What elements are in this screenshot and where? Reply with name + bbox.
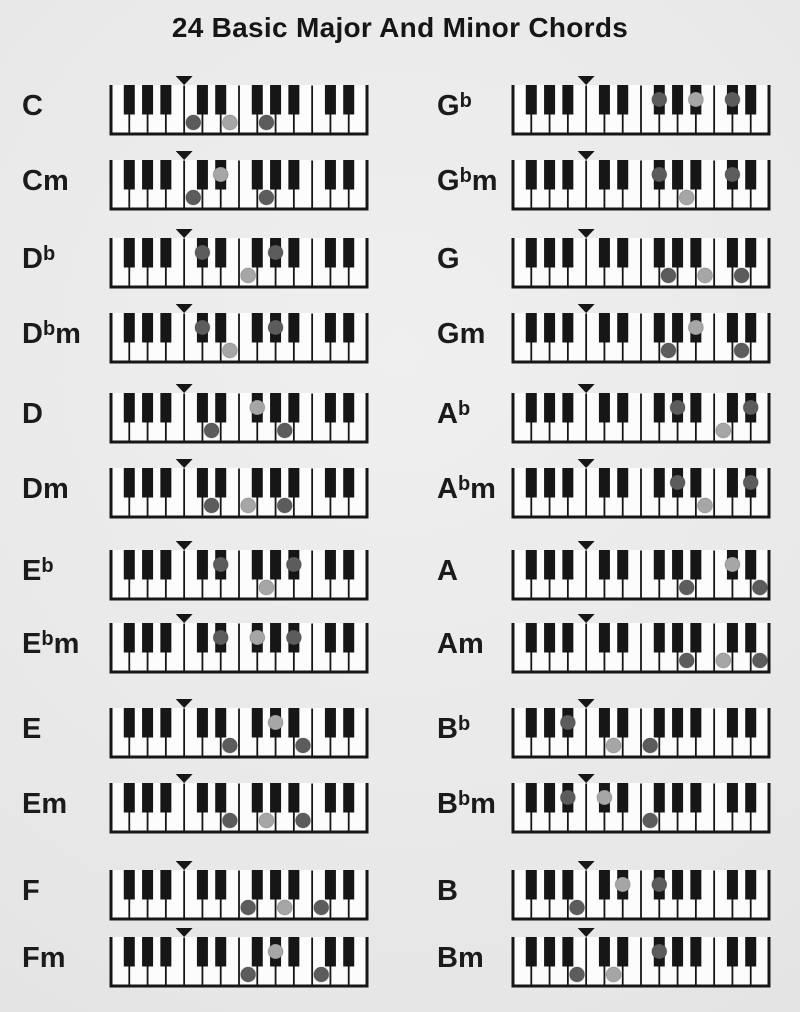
minor-suffix: m (42, 473, 69, 505)
note-dot-third (606, 967, 621, 982)
black-key (599, 870, 610, 900)
chord-row-gm (0, 303, 800, 365)
black-key (617, 468, 628, 498)
black-key (690, 708, 701, 738)
chord-row-g (0, 228, 800, 290)
black-key (672, 623, 683, 653)
black-key (672, 870, 683, 900)
minor-suffix: m (39, 942, 66, 974)
black-key (544, 708, 555, 738)
chord-label (437, 162, 498, 200)
note-dot-fifth (643, 813, 658, 828)
black-key (544, 393, 555, 423)
keyboard-abm (511, 458, 771, 520)
black-key (544, 783, 555, 813)
black-key (617, 708, 628, 738)
black-key (672, 313, 683, 343)
black-key (745, 870, 756, 900)
black-key (690, 238, 701, 268)
middle-c-marker-icon (578, 614, 595, 623)
minor-suffix: m (457, 942, 484, 974)
flat-accidental: b (459, 90, 472, 112)
black-key (544, 623, 555, 653)
chord-label (437, 395, 470, 433)
black-key (745, 313, 756, 343)
black-key (617, 160, 628, 190)
minor-suffix: m (41, 788, 68, 820)
minor-suffix: m (471, 165, 498, 197)
note-dot-root (570, 967, 585, 982)
chord-letter: E (22, 555, 42, 587)
black-key (617, 313, 628, 343)
middle-c-marker-icon (578, 151, 595, 160)
black-key (599, 313, 610, 343)
black-key (690, 937, 701, 967)
black-key (654, 313, 665, 343)
chord-row-gbm (0, 150, 800, 212)
flat-accidental: b (41, 628, 54, 650)
note-dot-third (716, 423, 731, 438)
note-dot-root (652, 167, 667, 182)
chord-letter: D (22, 473, 43, 505)
black-key (562, 550, 573, 580)
chord-letter: A (437, 628, 458, 660)
black-key (745, 708, 756, 738)
chord-row-bm (0, 927, 800, 989)
chord-letter: E (22, 713, 42, 745)
black-key (526, 550, 537, 580)
black-key (745, 238, 756, 268)
note-dot-fifth (652, 944, 667, 959)
black-key (745, 623, 756, 653)
middle-c-marker-icon (578, 459, 595, 468)
keyboard-bb (511, 698, 771, 760)
black-key (599, 238, 610, 268)
chord-letter: D (22, 318, 43, 350)
page-title: 24 Basic Major And Minor Chords (171, 12, 629, 43)
chord-label (437, 470, 496, 508)
note-dot-third (606, 738, 621, 753)
black-key (727, 238, 738, 268)
chord-row-gb (0, 75, 800, 137)
black-key (599, 708, 610, 738)
note-dot-third (716, 653, 731, 668)
black-key (526, 937, 537, 967)
black-key (617, 550, 628, 580)
note-dot-root (652, 92, 667, 107)
black-key (544, 468, 555, 498)
note-dot-root (661, 343, 676, 358)
note-dot-root (661, 268, 676, 283)
black-key (690, 870, 701, 900)
black-key (672, 550, 683, 580)
note-dot-root (670, 400, 685, 415)
chord-row-b (0, 860, 800, 922)
black-key (654, 783, 665, 813)
black-key (599, 393, 610, 423)
black-key (690, 783, 701, 813)
chord-letter: B (437, 875, 458, 907)
black-key (544, 85, 555, 115)
black-key (672, 783, 683, 813)
keyboard-gbm (511, 150, 771, 212)
flat-accidental: b (457, 473, 471, 495)
black-key (526, 870, 537, 900)
keyboard-bm (511, 927, 771, 989)
minor-suffix: m (42, 165, 69, 197)
note-dot-third (698, 498, 713, 513)
black-key (562, 160, 573, 190)
black-key (544, 238, 555, 268)
note-dot-fifth (725, 167, 740, 182)
middle-c-marker-icon (578, 304, 595, 313)
black-key (727, 937, 738, 967)
black-key (562, 870, 573, 900)
chord-row-ab (0, 383, 800, 445)
keyboard-gm (511, 303, 771, 365)
black-key (526, 708, 537, 738)
black-key (599, 160, 610, 190)
middle-c-marker-icon (578, 699, 595, 708)
black-key (562, 623, 573, 653)
note-dot-root (570, 900, 585, 915)
black-key (672, 937, 683, 967)
note-dot-fifth (652, 877, 667, 892)
black-key (526, 238, 537, 268)
black-key (690, 393, 701, 423)
flat-accidental: b (457, 788, 471, 810)
chord-letter: D (22, 243, 43, 275)
black-key (526, 468, 537, 498)
note-dot-fifth (743, 400, 758, 415)
chord-letter: C (22, 90, 43, 122)
black-key (745, 783, 756, 813)
note-dot-third (679, 190, 694, 205)
black-key (654, 238, 665, 268)
middle-c-marker-icon (578, 384, 595, 393)
chord-row-bb (0, 698, 800, 760)
black-key (654, 708, 665, 738)
black-key (562, 313, 573, 343)
black-key (617, 937, 628, 967)
black-key (562, 238, 573, 268)
flat-accidental: b (457, 398, 471, 420)
chord-label (437, 710, 470, 748)
flat-accidental: b (42, 318, 56, 340)
black-key (745, 160, 756, 190)
black-key (599, 550, 610, 580)
black-key (727, 870, 738, 900)
black-key (617, 783, 628, 813)
note-dot-root (560, 790, 575, 805)
minor-suffix: m (470, 473, 496, 505)
middle-c-marker-icon (578, 229, 595, 238)
black-key (654, 550, 665, 580)
chord-label (437, 625, 484, 663)
chord-letter: B (437, 713, 458, 745)
note-dot-fifth (752, 653, 767, 668)
chord-label (437, 87, 472, 125)
chord-label (437, 240, 460, 278)
black-key (562, 393, 573, 423)
chord-label (437, 552, 458, 590)
note-dot-third (698, 268, 713, 283)
keyboard-am (511, 613, 771, 675)
black-key (727, 468, 738, 498)
chord-letter: G (437, 243, 460, 275)
note-dot-root (670, 475, 685, 490)
chord-letter: B (437, 942, 458, 974)
flat-accidental: b (457, 713, 471, 735)
black-key (672, 238, 683, 268)
note-dot-third (597, 790, 612, 805)
flat-accidental: b (42, 243, 56, 265)
black-key (617, 393, 628, 423)
note-dot-root (560, 715, 575, 730)
black-key (727, 708, 738, 738)
black-key (562, 937, 573, 967)
note-dot-fifth (734, 343, 749, 358)
black-key (690, 160, 701, 190)
note-dot-fifth (643, 738, 658, 753)
black-key (690, 468, 701, 498)
keyboard-bbm (511, 773, 771, 835)
chord-letter: G (437, 90, 460, 122)
minor-suffix: m (55, 318, 81, 350)
chord-letter: F (22, 875, 40, 907)
black-key (544, 313, 555, 343)
chord-row-abm (0, 458, 800, 520)
black-key (562, 85, 573, 115)
keyboard-ab (511, 383, 771, 445)
black-key (727, 393, 738, 423)
black-key (562, 468, 573, 498)
black-key (654, 393, 665, 423)
black-key (690, 623, 701, 653)
black-key (526, 623, 537, 653)
note-dot-third (615, 877, 630, 892)
chord-label (437, 785, 496, 823)
black-key (672, 708, 683, 738)
flat-accidental: b (41, 555, 54, 577)
black-key (599, 937, 610, 967)
black-key (599, 468, 610, 498)
middle-c-marker-icon (578, 76, 595, 85)
black-key (745, 550, 756, 580)
chord-label (437, 872, 458, 910)
chord-row-bbm (0, 773, 800, 835)
black-key (526, 393, 537, 423)
black-key (544, 870, 555, 900)
chord-letter: E (22, 788, 42, 820)
note-dot-fifth (725, 92, 740, 107)
black-key (599, 623, 610, 653)
black-key (544, 550, 555, 580)
keyboard-a (511, 540, 771, 602)
chord-letter: A (437, 555, 458, 587)
black-key (727, 313, 738, 343)
black-key (727, 623, 738, 653)
black-key (617, 623, 628, 653)
note-dot-fifth (743, 475, 758, 490)
black-key (654, 623, 665, 653)
flat-accidental: b (459, 165, 472, 187)
black-key (599, 85, 610, 115)
chord-label (437, 939, 484, 977)
chord-letter: A (437, 398, 458, 430)
black-key (672, 160, 683, 190)
note-dot-fifth (752, 580, 767, 595)
minor-suffix: m (53, 628, 80, 660)
chord-letter: E (22, 628, 42, 660)
chord-letter: A (437, 473, 458, 505)
chord-letter: B (437, 788, 458, 820)
chord-letter: D (22, 398, 43, 430)
note-dot-fifth (734, 268, 749, 283)
note-dot-third (688, 92, 703, 107)
black-key (727, 783, 738, 813)
black-key (526, 783, 537, 813)
black-key (672, 85, 683, 115)
black-key (617, 238, 628, 268)
black-key (745, 937, 756, 967)
black-key (526, 313, 537, 343)
black-key (617, 85, 628, 115)
black-key (654, 468, 665, 498)
black-key (544, 937, 555, 967)
minor-suffix: m (470, 788, 496, 820)
chord-label (437, 315, 485, 353)
note-dot-root (679, 580, 694, 595)
middle-c-marker-icon (578, 541, 595, 550)
keyboard-g (511, 228, 771, 290)
keyboard-gb (511, 75, 771, 137)
black-key (745, 85, 756, 115)
chord-row-am (0, 613, 800, 675)
chord-row-a (0, 540, 800, 602)
note-dot-root (679, 653, 694, 668)
black-key (526, 160, 537, 190)
chord-letter: G (437, 165, 460, 197)
minor-suffix: m (459, 318, 486, 350)
black-key (544, 160, 555, 190)
chord-letter: F (22, 942, 40, 974)
keyboard-b (511, 860, 771, 922)
middle-c-marker-icon (578, 928, 595, 937)
chord-letter: C (22, 165, 43, 197)
black-key (526, 85, 537, 115)
middle-c-marker-icon (578, 774, 595, 783)
minor-suffix: m (457, 628, 484, 660)
chord-letter: G (437, 318, 460, 350)
black-key (690, 550, 701, 580)
note-dot-third (725, 557, 740, 572)
middle-c-marker-icon (578, 861, 595, 870)
note-dot-third (688, 320, 703, 335)
